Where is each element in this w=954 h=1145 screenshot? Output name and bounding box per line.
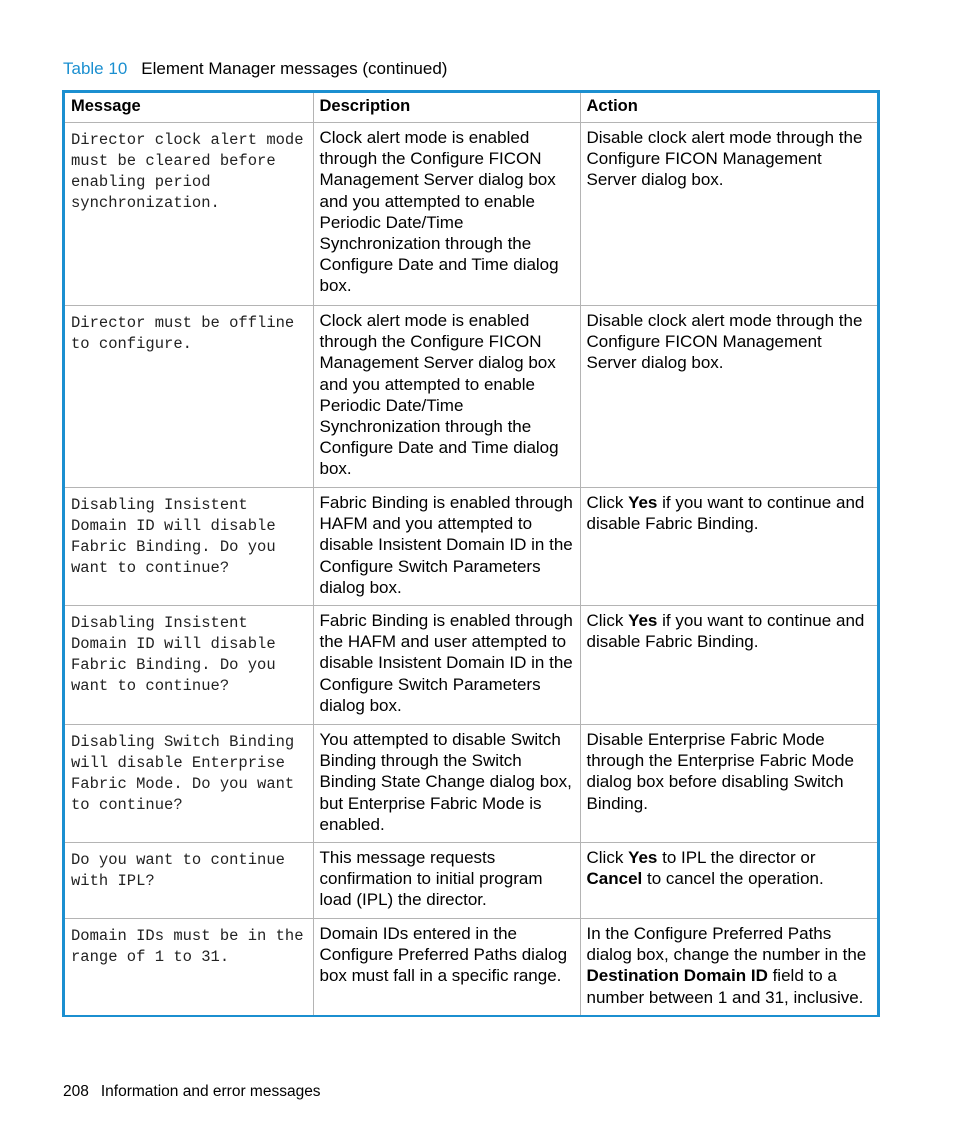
action-text: field to a number between 1 and 31, inclusive. xyxy=(586,966,864,1007)
header-row xyxy=(65,93,877,123)
action-text: Click xyxy=(586,611,629,630)
action-cell xyxy=(580,488,877,606)
message-cell: Disabling Insistent Domain ID will disable Fabric Binding. Do you want to continue? xyxy=(65,488,313,606)
table-row xyxy=(65,123,877,306)
table-row xyxy=(65,606,877,725)
table-title: Element Manager messages (continued) xyxy=(141,59,448,78)
action-emphasis: Destination Domain ID xyxy=(586,966,768,986)
table-caption xyxy=(63,58,447,80)
action-cell: Disable clock alert mode through the Configure FICON Management Server dialog box. xyxy=(580,306,877,488)
header-action: Action xyxy=(580,93,877,123)
page-footer xyxy=(63,1082,321,1102)
description-cell: Clock alert mode is enabled through the Configure FICON Management Server dialog box and you attempted to enable Periodic Date/Time Synchronization through the Configure Date and Time dialog box. xyxy=(313,123,580,306)
messages-table xyxy=(62,90,880,1017)
description-cell: Clock alert mode is enabled through the Configure FICON Management Server dialog box and you attempted to enable Periodic Date/Time Synchronization through the Configure Date and Time dialog box. xyxy=(313,306,580,488)
action-text: Click xyxy=(586,493,629,512)
message-cell: Director clock alert mode must be cleared before enabling period synchronization. xyxy=(65,123,313,306)
table-row xyxy=(65,919,877,1015)
table-row xyxy=(65,488,877,606)
message-cell: Disabling Insistent Domain ID will disable Fabric Binding. Do you want to continue? xyxy=(65,606,313,725)
action-cell xyxy=(580,843,877,919)
action-cell xyxy=(580,919,877,1015)
message-cell: Domain IDs must be in the range of 1 to 31. xyxy=(65,919,313,1015)
action-text: to IPL the director or xyxy=(657,848,816,867)
action-cell xyxy=(580,606,877,725)
action-text: In the Configure Preferred Paths dialog box, change the number in the xyxy=(586,924,867,965)
table-label: Table 10 xyxy=(63,59,128,78)
action-emphasis: Yes xyxy=(628,611,658,630)
description-cell: Fabric Binding is enabled through the HAFM and user attempted to disable Insistent Domain ID in the Configure Switch Parameters dialog box. xyxy=(313,606,580,725)
action-text: if you want to continue and disable Fabric Binding. xyxy=(586,493,865,534)
footer-section: Information and error messages xyxy=(100,1083,321,1100)
description-cell: You attempted to disable Switch Binding through the Switch Binding State Change dialog box, but Enterprise Fabric Mode is enabled. xyxy=(313,725,580,843)
action-emphasis: Yes xyxy=(628,848,658,867)
action-text: to cancel the operation. xyxy=(642,869,824,889)
action-text: Click xyxy=(586,848,629,867)
table-row xyxy=(65,843,877,919)
action-emphasis: Yes xyxy=(628,493,658,512)
description-cell: Domain IDs entered in the Configure Preferred Paths dialog box must fall in a specific range. xyxy=(313,919,580,1015)
table-row xyxy=(65,725,877,843)
description-cell: Fabric Binding is enabled through HAFM and you attempted to disable Insistent Domain ID in the Configure Switch Parameters dialog box. xyxy=(313,488,580,606)
action-emphasis: Cancel xyxy=(586,869,643,889)
page-number: 208 xyxy=(63,1083,89,1100)
header-message: Message xyxy=(65,93,313,123)
description-cell: This message requests confirmation to initial program load (IPL) the director. xyxy=(313,843,580,919)
table-row xyxy=(65,306,877,488)
action-cell: Disable Enterprise Fabric Mode through the Enterprise Fabric Mode dialog box before disabling Switch Binding. xyxy=(580,725,877,843)
action-text: if you want to continue and disable Fabric Binding. xyxy=(586,611,865,652)
action-cell: Disable clock alert mode through the Configure FICON Management Server dialog box. xyxy=(580,123,877,306)
header-description: Description xyxy=(313,93,580,123)
message-cell: Do you want to continue with IPL? xyxy=(65,843,313,919)
message-cell: Director must be offline to configure. xyxy=(65,306,313,488)
message-cell: Disabling Switch Binding will disable Enterprise Fabric Mode. Do you want to continue? xyxy=(65,725,313,843)
